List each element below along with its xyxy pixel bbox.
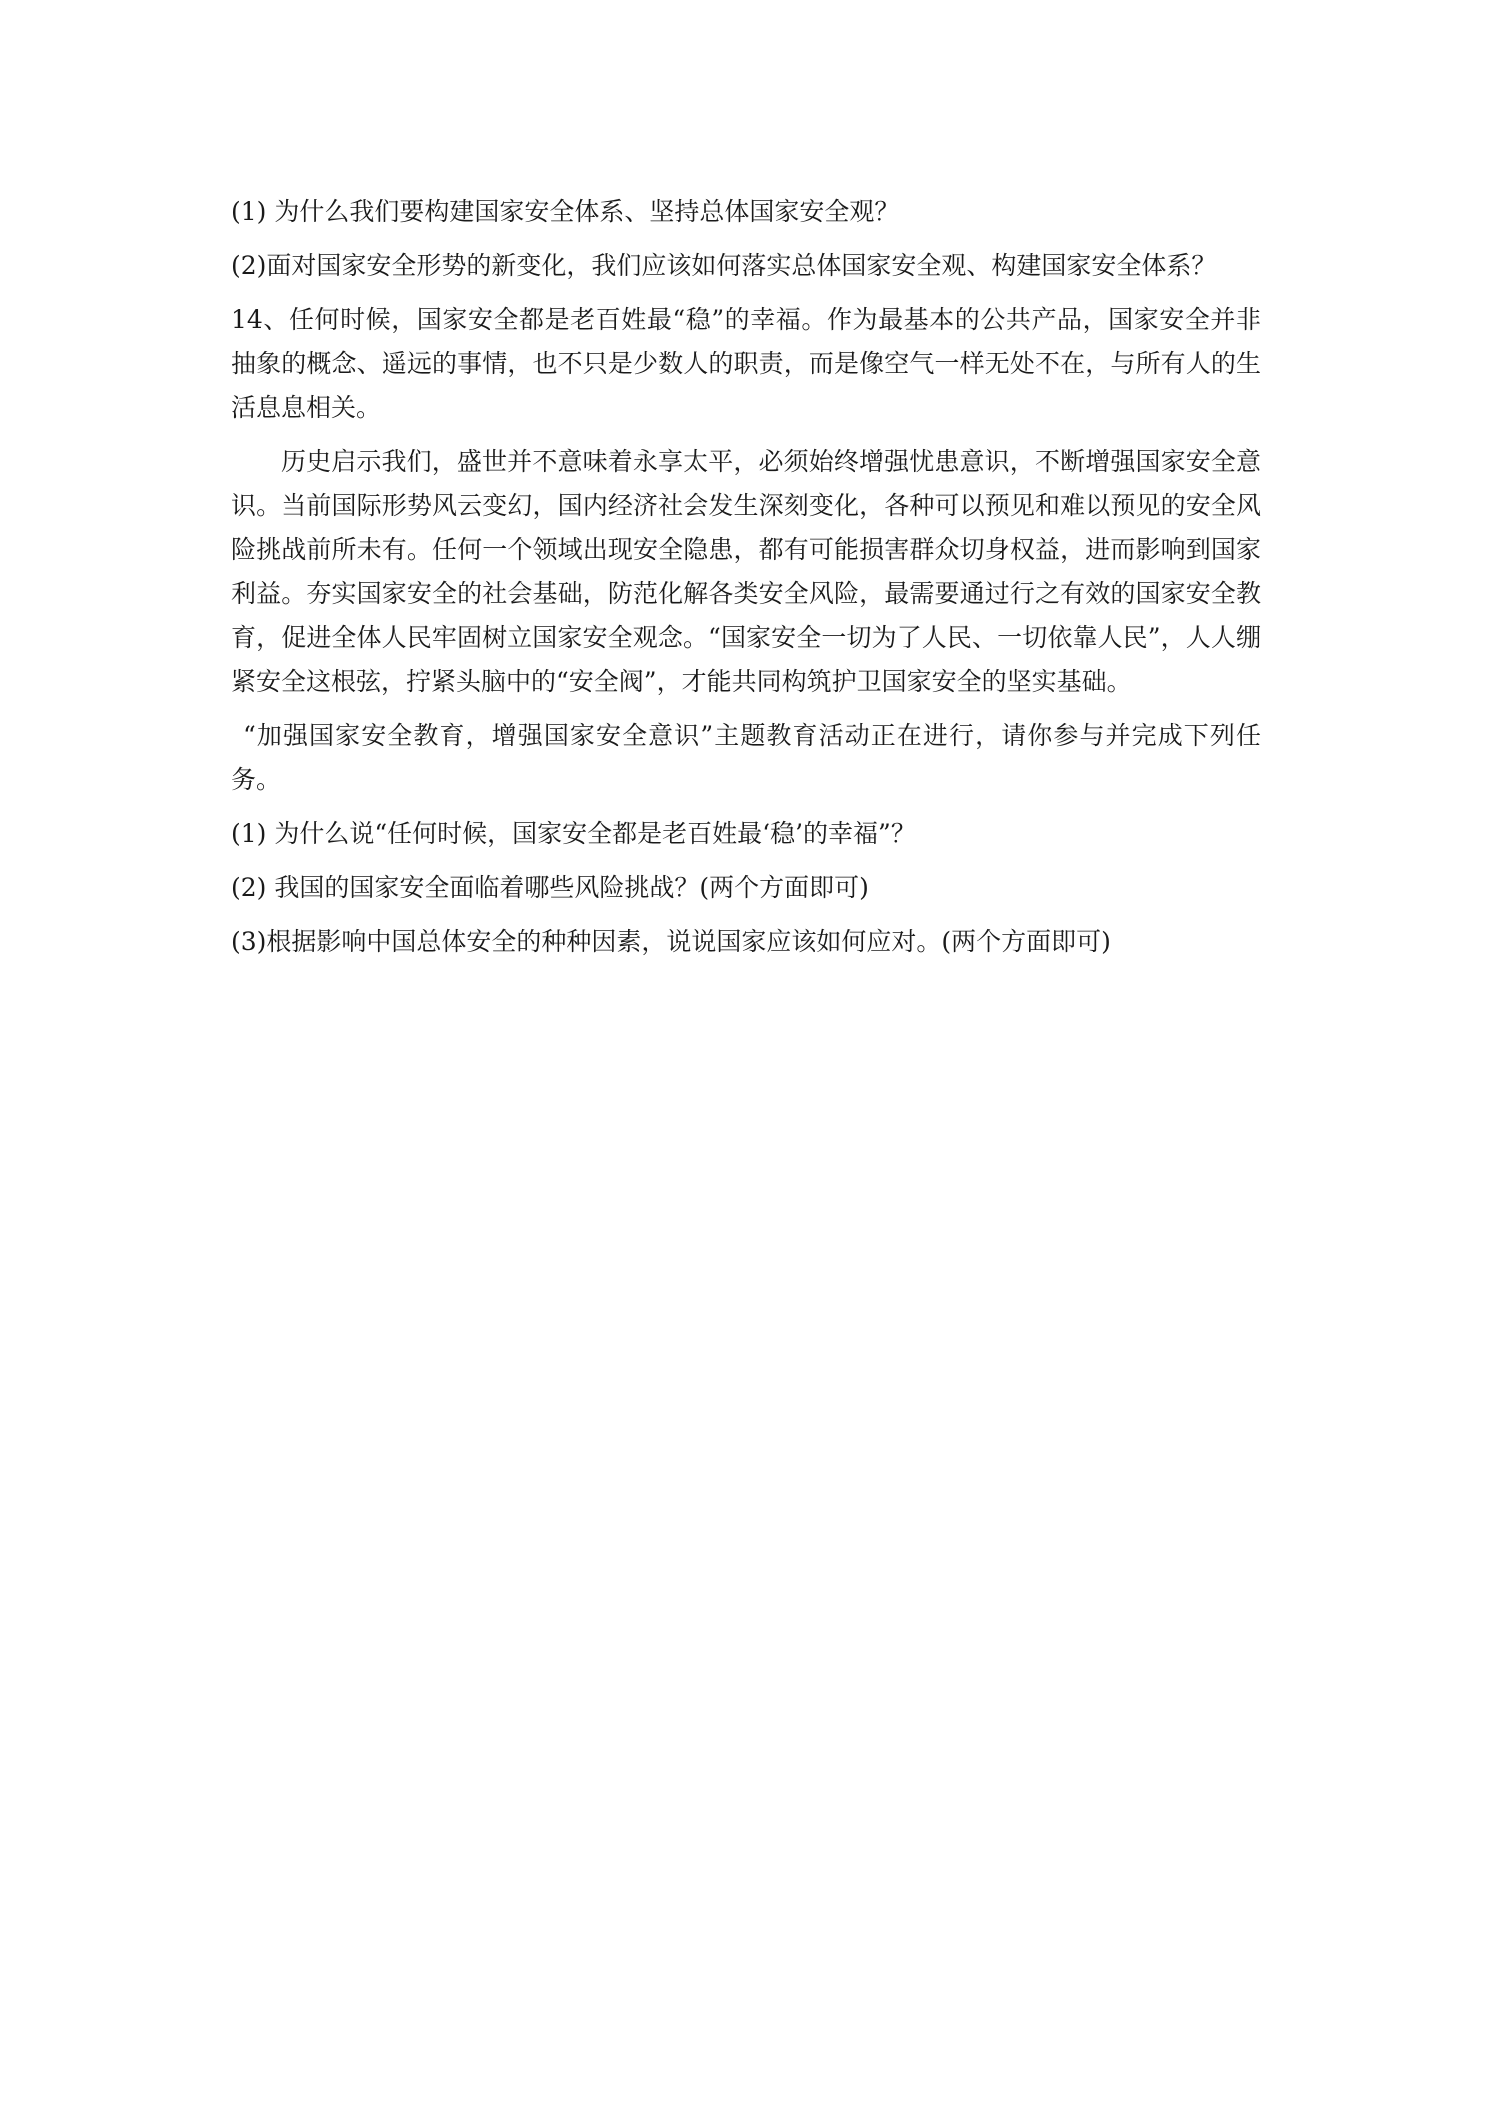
- question-14-intro: 14、任何时候，国家安全都是老百姓最“稳”的幸福。作为最基本的公共产品，国家安全并非抽象的概念、遥远的事情，也不只是少数人的职责，而是像空气一样无处不在，与所有人的生活息息相关。: [231, 305, 1261, 422]
- question-13-part-1: (1) 为什么我们要构建国家安全体系、坚持总体国家安全观？: [231, 197, 900, 226]
- question-14-part-1: (1) 为什么说“任何时候，国家安全都是老百姓最‘稳’的幸福”？: [231, 819, 916, 848]
- question-14-part-3: (3)根据影响中国总体安全的种种因素，说说国家应该如何应对。(两个方面即可): [231, 927, 1111, 956]
- document-body: [231, 190, 1261, 974]
- question-13-part-2: (2)面对国家安全形势的新变化，我们应该如何落实总体国家安全观、构建国家安全体系？: [231, 251, 1217, 280]
- question-14-material: 历史启示我们，盛世并不意味着永享太平，必须始终增强忧患意识，不断增强国家安全意识。当前国际形势风云变幻，国内经济社会发生深刻变化，各种可以预见和难以预见的安全风险挑战前所未有。任何一个领域出现安全隐患，都有可能损害群众切身权益，进而影响到国家利益。夯实国家安全的社会基础，防范化解各类安全风险，最需要通过行之有效的国家安全教育，促进全体人民牢固树立国家安全观念。“国家安全一切为了人民、一切依靠人民”，人人绷紧安全这根弦，拧紧头脑中的“安全阀”，才能共同构筑护卫国家安全的坚实基础。: [231, 447, 1261, 696]
- question-14-part-2: (2) 我国的国家安全面临着哪些风险挑战？(两个方面即可): [231, 873, 869, 902]
- question-14-task-intro: “加强国家安全教育，增强国家安全意识”主题教育活动正在进行，请你参与并完成下列任务。: [231, 721, 1261, 794]
